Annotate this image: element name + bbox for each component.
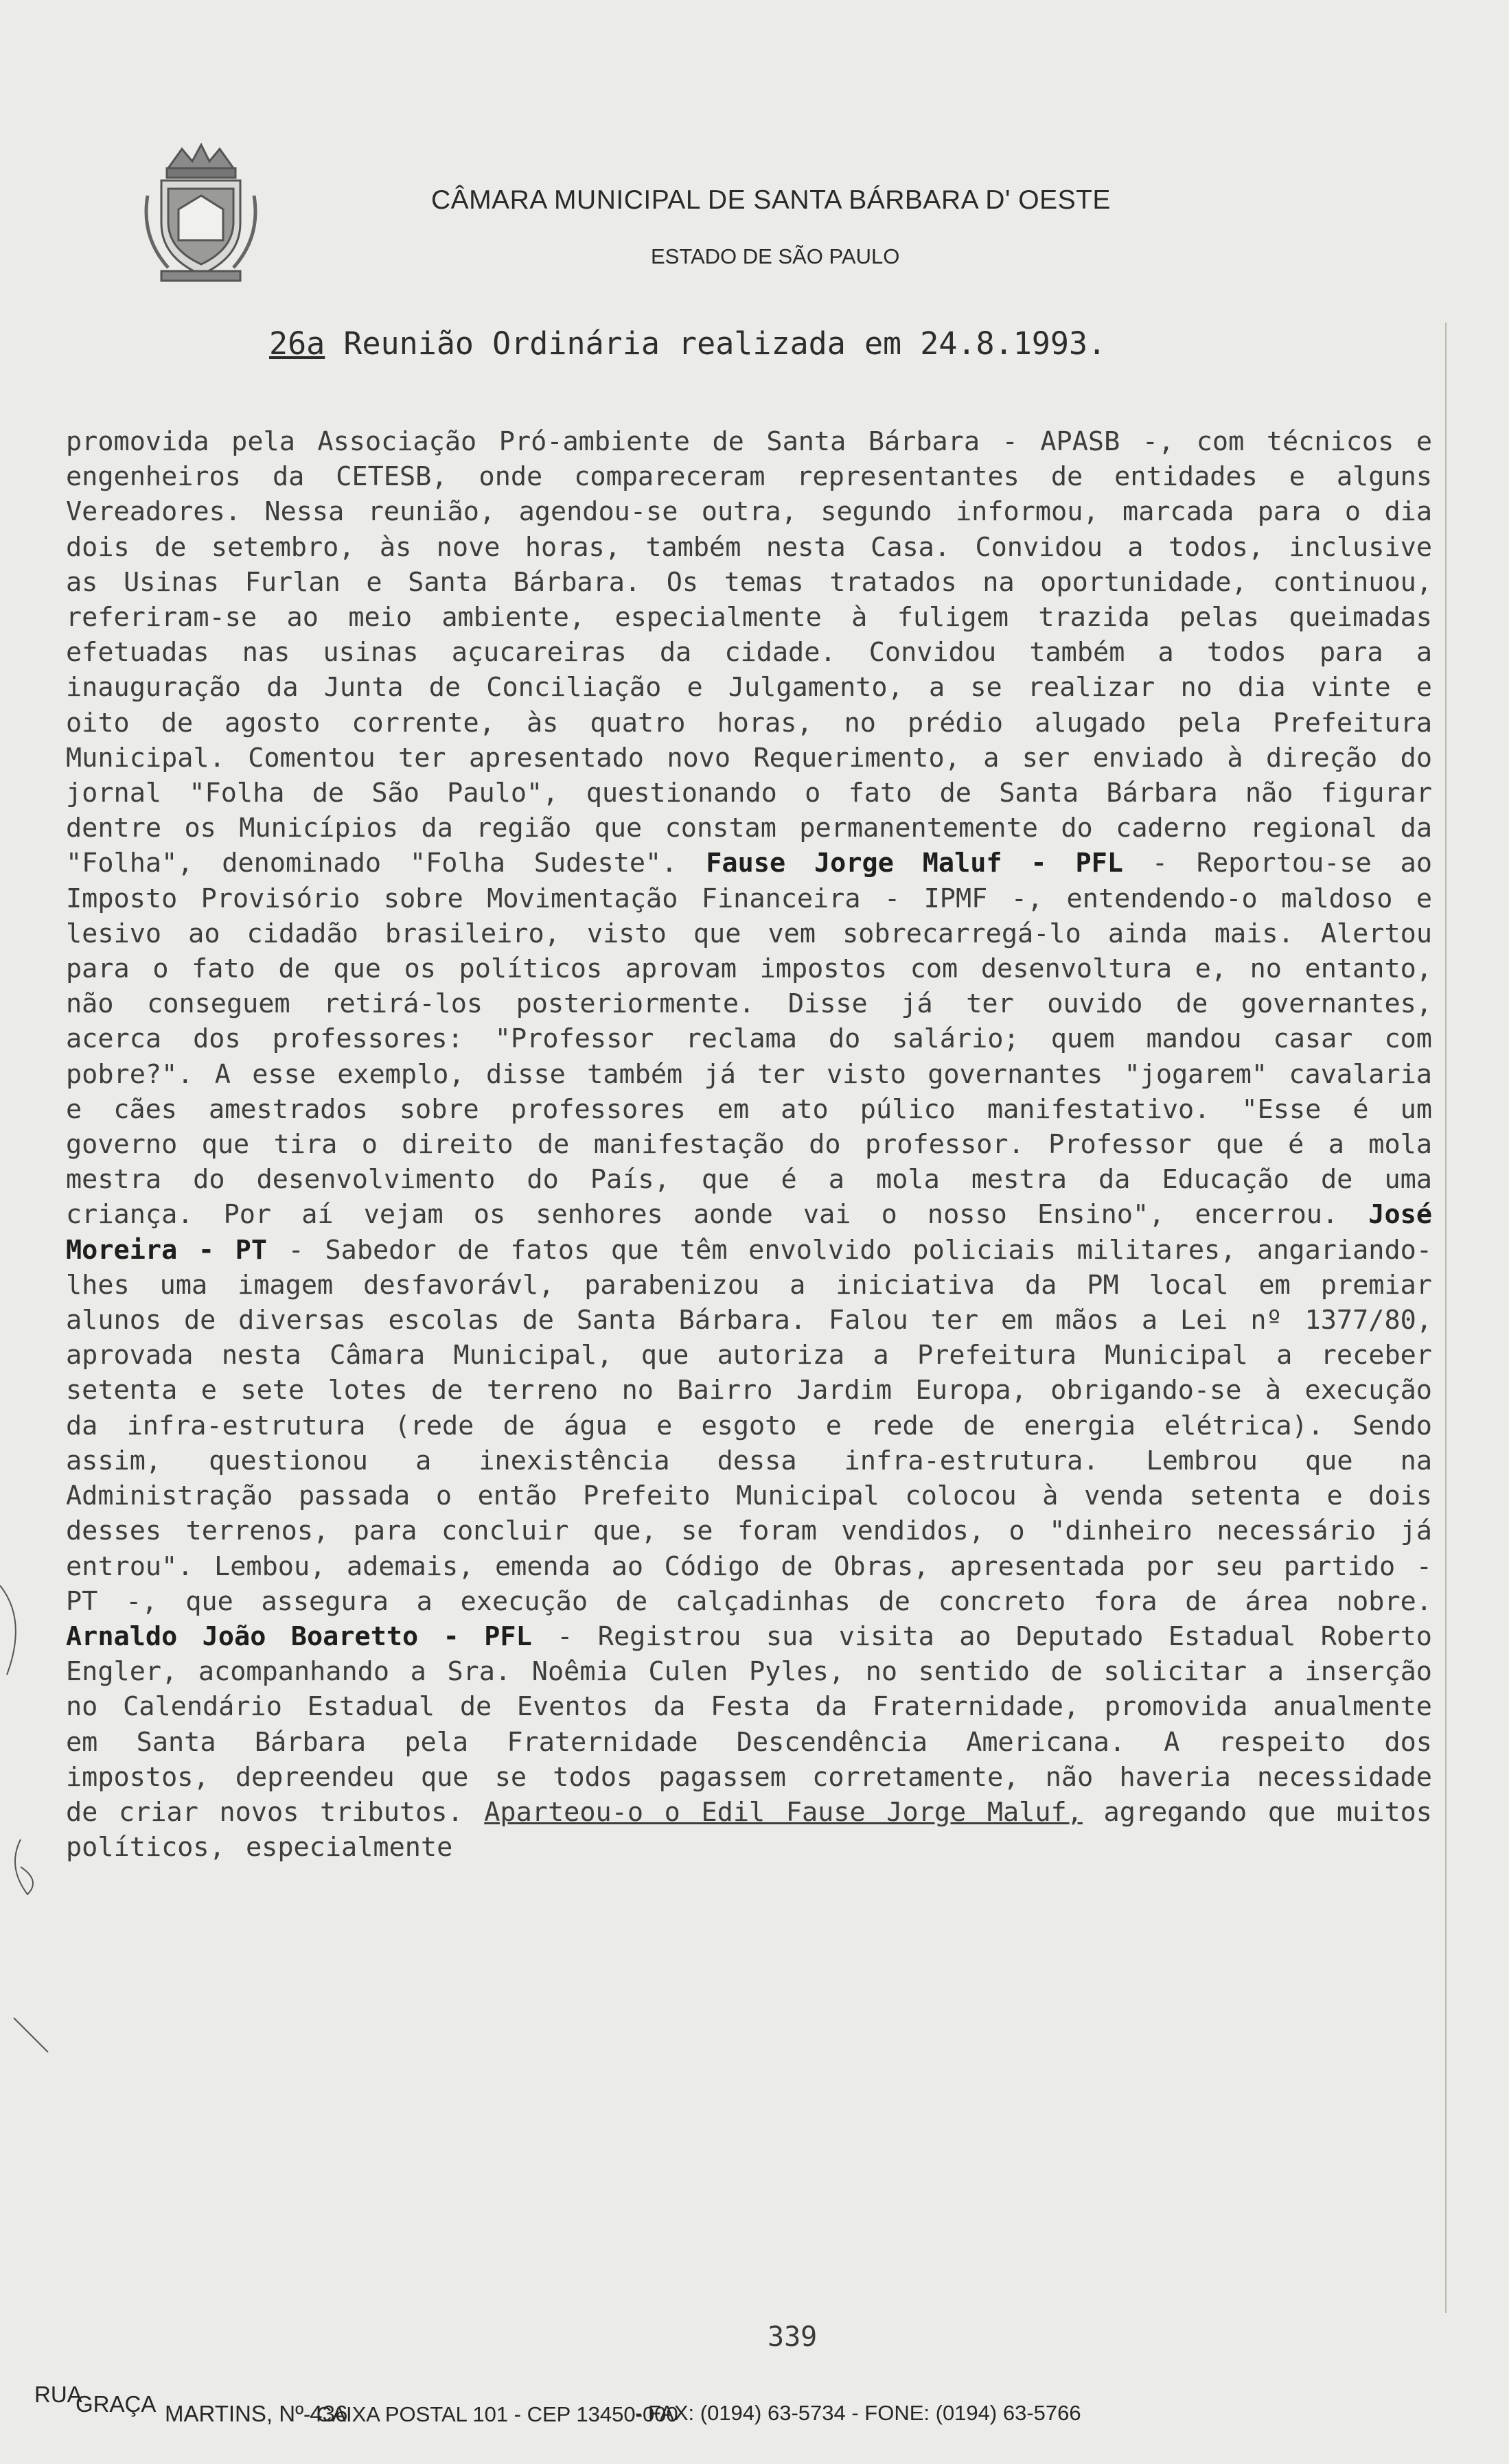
footer-part-1: RUA <box>34 2382 82 2407</box>
paragraph-3: - Sabedor de fatos que têm envolvido policiais militares, angariando-lhes uma imagem desfavorávl, parabenizou a iniciativa da PM local em premiar alunos de diversas escolas de Santa Bárbara. Falou ter em mãos a Lei nº 1377/80, aprovada nesta Câmara Municipal, que autoriza a Prefeitura Municipal a receber setenta e sete lotes de terreno no Bairro Jardim Europa, obrigando-se à execução da infra-estrutura (rede de água e esgoto e rede de energia elétrica). Sendo assim, questionou a inexistência dessa infra-estrutura. Lembrou que na Administração passada o então Prefeito Municipal colocou à venda setenta e dois desses terrenos, para concluir que, se foram vendidos, o "dinheiro necessário já entrou". Lembou, ademais, emenda ao Código de Obras, apresentada por seu partido - PT -, que assegura a execução de calçadinhas de concreto fora de área nobre. <box>66 1234 1433 1617</box>
footer-part-3: MARTINS, Nº 436 <box>165 2401 348 2426</box>
minutes-body <box>66 424 1432 1865</box>
footer-part-4: - CAIXA POSTAL 101 - CEP 13450-000 <box>303 2402 678 2426</box>
paragraph-1: promovida pela Associação Pró-ambiente de Santa Bárbara - APASB -, com técnicos e engenheiros da CETESB, onde compareceram representantes de entidades e alguns Vereadores. Nessa reunião, agendou-se outra, segundo informou, marcada para o dia dois de setembro, às nove horas, também nesta Casa. Convidou a todos, inclusive as Usinas Furlan e Santa Bárbara. Os temas tratados na oportunidade, continuou, referiram-se ao meio ambiente, especialmente à fuligem trazida pelas queimadas efetuadas nas usinas açucareiras da cidade. Convidou também a todos para a inauguração da Junta de Conciliação e Julgamento, a se realizar no dia vinte e oito de agosto corrente, às quatro horas, no prédio alugado pela Prefeitura Municipal. Comentou ter apresentado novo Requerimento, a ser enviado à direção do jornal "Folha de São Paulo", questionando o fato de Santa Bárbara não figurar dentre os Municípios da região que constam permanentemente do caderno regional da "Folha", denominado "Folha Sudeste". <box>66 426 1432 879</box>
meeting-title <box>269 325 1106 362</box>
meeting-ordinal: 26a <box>269 325 325 362</box>
speaker-arnaldo-joao-boaretto: Arnaldo João Boaretto - PFL <box>66 1620 532 1652</box>
municipal-coat-of-arms-icon <box>141 141 261 285</box>
institution-state: ESTADO DE SÃO PAULO <box>651 244 900 268</box>
footer-part-5: - FAX: (0194) 63-5734 - FONE: (0194) 63-5766 <box>635 2401 1081 2425</box>
paragraph-4: - Registrou sua visita ao Deputado Estadual Roberto Engler, acompanhando a Sra. Noêmia Culen Pyles, no sentido de solicitar a inserção no Calendário Estadual de Eventos da Festa da Fraternidade, promovida anualmente em Santa Bárbara pela Fraternidade Descendência Americana. A respeito dos impostos, depreendeu que se todos pagassem corretamente, não haveria necessidade de criar novos tributos. <box>66 1620 1432 1828</box>
meeting-title-text: Reunião Ordinária realizada em 24.8.1993. <box>325 325 1107 362</box>
aparte-text: Aparteou-o o Edil Fause Jorge Maluf, <box>484 1796 1083 1828</box>
footer-part-2: GRAÇA <box>76 2391 157 2417</box>
page-number: 339 <box>768 2321 818 2353</box>
speaker-fause-jorge-maluf: Fause Jorge Maluf - PFL <box>706 848 1123 879</box>
institution-name: CÂMARA MUNICIPAL DE SANTA BÁRBARA D' OESTE <box>431 185 1111 215</box>
footer-address <box>34 2361 1490 2437</box>
paragraph-2: - Reportou-se ao Imposto Provisório sobre Movimentação Financeira - IPMF -, entendendo-o maldoso e lesivo ao cidadão brasileiro, visto que vem sobrecarregá-lo ainda mais. Alertou para o fato de que os políticos aprovam impostos com desenvoltura e, no entanto, não conseguem retirá-los posteriormente. Disse já ter ouvido de governantes, acerca dos professores: "Professor reclama do salário; quem mandou casar com pobre?". A esse exemplo, disse também já ter visto governantes "jogarem" cavalaria e cães amestrados sobre professores em ato púlico manifestativo. "Esse é um governo que tira o direito de manifestação do professor. Professor que é a mola mestra do desenvolvimento do País, que é a mola mestra da Educação de uma criança. Por aí vejam os senhores aonde vai o nosso Ensino", encerrou. <box>66 848 1433 1231</box>
margin-line <box>1445 323 1447 2313</box>
speaker-jose-moreira: José Moreira - PT <box>66 1199 1432 1266</box>
paragraph-5: agregando que muitos políticos, especialmente <box>66 1796 1432 1863</box>
margin-signature-marks <box>0 1579 55 2073</box>
